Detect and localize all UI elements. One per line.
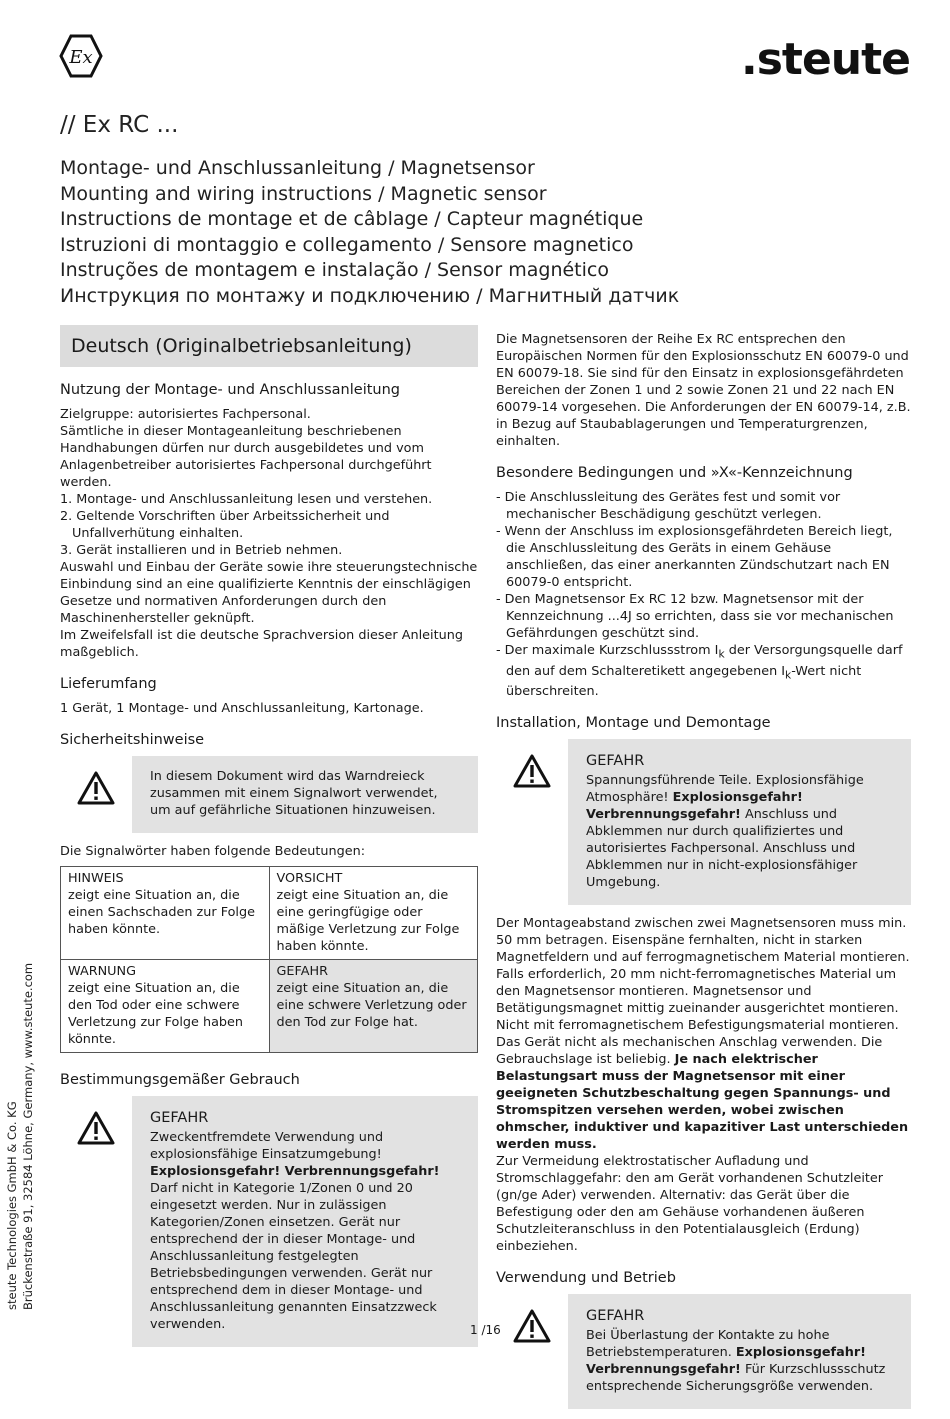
installation-text: Der Montageabstand zwischen zwei Magnetsensoren muss min. 50 mm betragen. Eisenspäne fernhalten, nicht in starken Magnetfeldern und auf ferrogmagnetischem Material montieren. Falls erforderlich, 20 mm nicht-ferromagnetisches Material um den Magnetsensor montieren. Magnetsensor und Betätigungsmagnet mittig zueinander ausgerichtet montieren. Nicht mit ferromagnetischem Befestigungsmaterial montieren. Das Gerät nicht als mechanischen Anschlag verwenden. Die Gebrauchslage ist beliebig. Je nach elektrischer Belastungsart muss der Magnetsensor mit einer geeigneten Schutzbeschaltung gegen Spannungs- und Stromspitzen versehen werden, wobei zwischen ohmscher, induktiver und kapazitiver Last unterschieden werden muss. xyxy=(496,916,910,1153)
usage-step-3: 3. Gerät installieren und in Betrieb nehmen. xyxy=(60,543,343,558)
product-title: // Ex RC ... xyxy=(60,112,179,138)
right-column xyxy=(496,331,911,1419)
condition-item: - Der maximale Kurzschlussstrom $I_k$ der Versorgungsquelle darf den auf dem Schalteretikett angegebenen $I_k$-Wert nicht überschreiten. xyxy=(496,643,903,700)
intended-danger-box xyxy=(60,1096,478,1347)
signal-meaning: zeigt eine Situation an, die einen Sachschaden zur Folge haben könnte. xyxy=(68,888,255,937)
signal-meaning: zeigt eine Situation an, die eine geringfügige oder mäßige Verletzung zur Folge haben könnte. xyxy=(276,888,460,954)
signal-word: VORSICHT xyxy=(276,871,343,886)
danger-title: GEFAHR xyxy=(586,753,645,770)
usage-step-2: 2. Geltende Vorschriften über Arbeitssicherheit und Unfallverhütung einhalten. xyxy=(60,509,390,541)
ex-hexagon-icon xyxy=(58,33,104,79)
signal-word: HINWEIS xyxy=(68,871,124,886)
safety-note-text: In diesem Dokument wird das Warndreieck zusammen mit einem Signalwort verwendet, um auf gefährliche Situationen hinzuweisen. xyxy=(132,756,478,833)
title-it: Istruzioni di montaggio e collegamento / Sensore magnetico xyxy=(60,233,634,256)
brand-logo: .steute xyxy=(741,34,910,85)
scope-text: 1 Gerät, 1 Montage- und Anschlussanleitung, Kartonage. xyxy=(60,701,424,716)
title-de: Montage- und Anschlussanleitung / Magnetsensor xyxy=(60,157,535,179)
signal-cell xyxy=(61,960,270,1053)
warning-triangle-icon xyxy=(512,1308,552,1344)
title-ru: Инструкция по монтажу и подключению / Магнитный датчик xyxy=(60,284,680,307)
title-en: Mounting and wiring instructions / Magnetic sensor xyxy=(60,182,547,205)
title-pt: Instruções de montagem e instalação / Sensor magnético xyxy=(60,259,609,282)
danger-text: Bei Überlastung der Kontakte zu hohe Betriebstemperaturen. Explosionsgefahr! Verbrennungsgefahr! Für Kurzschlussschutz entsprechende Sicherungsgröße verwenden. xyxy=(586,1328,886,1395)
usage-selection: Auswahl und Einbau der Geräte sowie ihre steuerungstechnische Einbindung sind an eine qualifizierte Kenntnis der einschlägigen Gesetze und normativen Anforderungen durch den Maschinenhersteller geknüpft. xyxy=(60,560,478,626)
condition-item: - Die Anschlussleitung des Gerätes fest und somit vor mechanischer Beschädigung geschützt verlegen. xyxy=(496,490,841,522)
signal-word: GEFAHR xyxy=(276,964,328,979)
document-titles xyxy=(60,156,679,310)
signal-words-table xyxy=(60,866,478,1053)
scope-heading: Lieferumfang xyxy=(60,676,157,692)
installation-heading: Installation, Montage und Demontage xyxy=(496,715,771,732)
title-fr: Instructions de montage et de câblage / Capteur magnétique xyxy=(60,208,644,231)
special-conditions-heading: Besondere Bedingungen und »X«-Kennzeichnung xyxy=(496,465,853,481)
danger-text: Zweckentfremdete Verwendung und explosionsfähige Einsatzumgebung! Explosionsgefahr! Verbrennungsgefahr! Darf nicht in Kategorie 1/Zonen 0 und 20 eingesetzt werden. Nur in zulässigen Kategorien/Zonen einsetzen. Gerät nur entsprechend der in dieser Montage- und Anschlussanleitung festgelegten Betriebsbedingungen verwenden. Gerät nur entsprechend dem in dieser Montage- und Anschlussanleitung genannten Einsatzzweck verwenden. xyxy=(150,1130,440,1332)
ex-logo-text: Ex xyxy=(69,47,93,68)
signal-cell xyxy=(61,867,270,960)
standards-intro: Die Magnetsensoren der Reihe Ex RC entsprechen den Europäischen Normen für den Explosionsschutz EN 60079-0 und EN 60079-18. Sie sind für den Einsatz in explosionsgefährdeten Bereichen der Zonen 1 und 2 sowie Zonen 21 und 22 nach EN 60079-14 vorgesehen. Die Anforderungen der EN 60079-14, z.B. in Bezug auf Staubablagerungen und Temperaturgrenzen, einhalten. xyxy=(496,332,911,449)
usage-language-note: Im Zweifelsfall ist die deutsche Sprachversion dieser Anleitung maßgeblich. xyxy=(60,628,463,660)
left-column xyxy=(60,325,478,1357)
warning-triangle-icon xyxy=(76,770,116,806)
grounding-text: Zur Vermeidung elektrostatischer Aufladung und Stromschlaggefahr: den am Gerät vorhandenen Schutzleiter (gn/ge Ader) verwenden. Alternativ: das Gerät über die Befestigung oder den am Gehäuse vorhandenen äußeren Schutzleiteranschluss in den Potentialausgleich (Erdung) einbeziehen. xyxy=(496,1154,884,1255)
signal-cell xyxy=(269,867,478,960)
usage-personnel: Sämtliche in dieser Montageanleitung beschriebenen Handhabungen dürfen nur durch ausgebildetes und vom Anlagenbetreiber autorisiertes Fachpersonal durchgeführt werden. xyxy=(60,424,432,490)
installation-danger-box xyxy=(496,739,911,905)
usage-step-1: 1. Montage- und Anschlussanleitung lesen und verstehen. xyxy=(60,492,433,507)
danger-title: GEFAHR xyxy=(586,1308,645,1325)
intended-use-heading: Bestimmungsgemäßer Gebrauch xyxy=(60,1072,300,1088)
usage-heading: Nutzung der Montage- und Anschlussanleitung xyxy=(60,382,400,398)
warning-triangle-icon xyxy=(76,1110,116,1146)
danger-title: GEFAHR xyxy=(150,1110,209,1126)
signal-meaning: zeigt eine Situation an, die den Tod oder eine schwere Verletzung zur Folge haben könnte. xyxy=(68,981,244,1047)
safety-heading: Sicherheitshinweise xyxy=(60,732,205,748)
condition-item: - Wenn der Anschluss im explosionsgefährdeten Bereich liegt, die Anschlussleitung des Geräts in einem Gehäuse anschließen, das einer anerkannten Zündschutzart nach EN 60079-0 entspricht. xyxy=(496,524,893,590)
signal-word: WARNUNG xyxy=(68,964,137,979)
condition-item: - Den Magnetsensor Ex RC 12 bzw. Magnetsensor mit der Kennzeichnung ...4J so errichten, dass sie vor mechanischen Gefährdungen geschützt sind. xyxy=(496,592,894,641)
operation-danger-box xyxy=(496,1294,911,1409)
danger-text: Spannungsführende Teile. Explosionsfähige Atmosphäre! Explosionsgefahr! Verbrennungsgefahr! Anschluss und Abklemmen nur durch qualifiziertes und autorisiertes Fachpersonal. Anschluss und Abklemmen nur in nicht-explosionsfähiger Umgebung. xyxy=(586,773,864,891)
company-address-sidebar xyxy=(4,963,36,1310)
signal-intro: Die Signalwörter haben folgende Bedeutungen: xyxy=(60,844,366,859)
safety-note-box xyxy=(60,756,478,833)
signal-meaning: zeigt eine Situation an, die eine schwere Verletzung oder den Tod zur Folge hat. xyxy=(276,981,467,1030)
warning-triangle-icon xyxy=(512,753,552,789)
company-name: steute Technologies GmbH & Co. KG xyxy=(5,1101,19,1310)
signal-cell xyxy=(269,960,478,1053)
operation-heading: Verwendung und Betrieb xyxy=(496,1270,676,1287)
page-number: 1 /16 xyxy=(470,1323,501,1337)
language-heading: Deutsch (Originalbetriebsanleitung) xyxy=(60,325,478,367)
company-address: Brückenstraße 91, 32584 Löhne, Germany, www.steute.com xyxy=(21,962,35,1310)
usage-target-group: Zielgruppe: autorisiertes Fachpersonal. xyxy=(60,407,311,422)
